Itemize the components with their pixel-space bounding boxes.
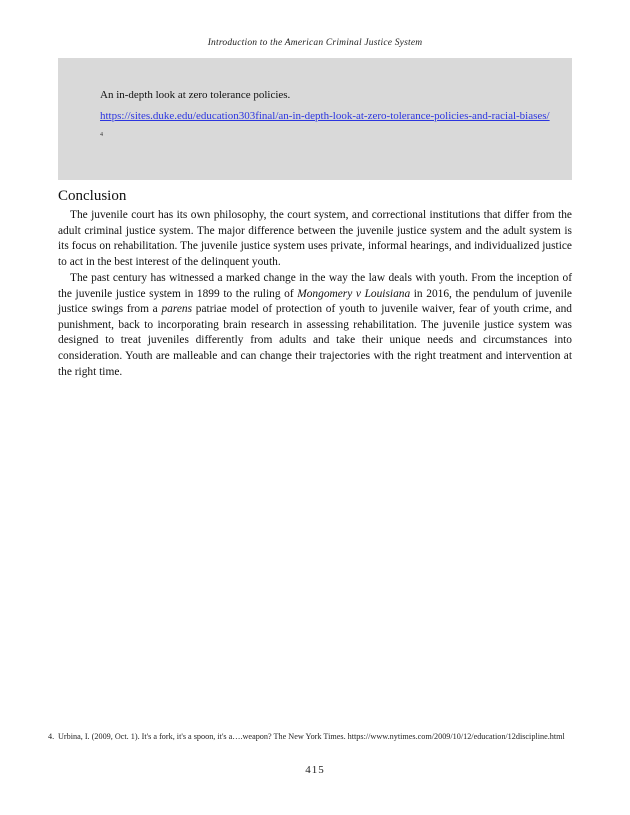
callout-text: An in-depth look at zero tolerance policies. [100,89,291,101]
footnote-reference: 4 [100,132,103,138]
footnote-text: Urbina, I. (2009, Oct. 1). It's a fork, it's a spoon, it's a….weapon? The New York Times. https://www.nytimes.com/2009/10/12/education/12discipline.html [58,732,565,741]
text-segment: in 2016, the pendulum of juvenile justice swings from a [58,287,572,316]
paragraph [58,271,572,380]
footnote [48,731,572,743]
italic-text: Mongomery v Louisiana [297,287,411,300]
section-title: Conclusion [58,188,127,204]
footnote-number: 4. [48,732,55,741]
paragraph [58,208,572,270]
text-segment: The juvenile court has its own philosophy, the court system, and correctional institutions that differ from the adult criminal justice system. The major difference between the juvenile justice system and the adult system is its focus on rehabilitation. The juvenile justice system uses private, informal hearings, and individualized justice to act in the best interest of the delinquent youth. [58,209,572,268]
text-segment: The past century has witnessed a marked change in the way the law deals with youth. From the inception of the juvenile justice system in 1899 to the ruling of [58,272,572,300]
italic-text: parens [161,303,193,316]
running-header: Introduction to the American Criminal Justice System [207,38,423,48]
callout-box [58,58,572,180]
text-segment: patriae model of protection of youth to juvenile waiver, fear of youth crime, and punishment, back to incorporating brain research in assessing rehabilitation. The juvenile justice system was designed to treat juveniles differently from adults and take their unique needs and circumstances into consideration. Youth are malleable and can change their trajectories with the right treatment and intervention at the right time. [58,303,573,378]
page-number: 415 [305,764,325,776]
callout-link[interactable]: https://sites.duke.edu/education303final/an-in-depth-look-at-zero-tolerance-policies-and-racial-biases/ [100,110,550,122]
